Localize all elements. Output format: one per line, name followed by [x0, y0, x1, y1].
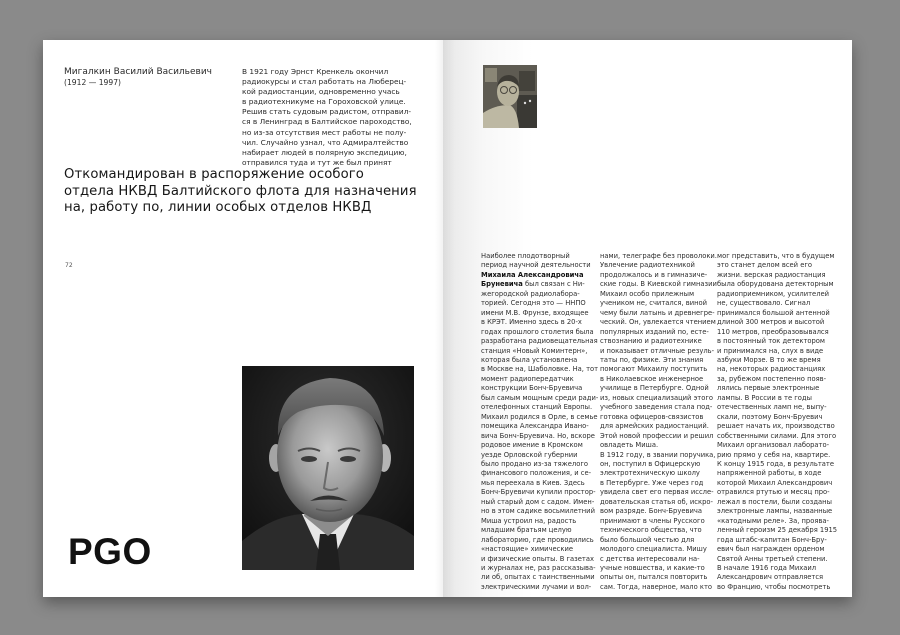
article-line: не, существовало. Сигнал	[717, 299, 811, 308]
intro-line: радиокурсы и стал работать на Люберец-	[242, 77, 407, 87]
article-line: Этой новой профессии и решил	[600, 431, 714, 440]
article-line: лабораторию, где проводились	[481, 535, 594, 544]
intro-line: отправился туда и тут же был принят	[242, 157, 392, 167]
article-line: увидела свет его первая иссле-	[600, 488, 714, 497]
article-line: учебного заведения стала под-	[600, 403, 713, 412]
article-line: которой Михаил Александрович	[717, 478, 833, 487]
article-line: жизни. верская радиостанция	[717, 270, 826, 279]
article-line: электрическими лучами и вол-	[481, 582, 592, 591]
article-line: ли об, опытах с таинственными	[481, 573, 595, 582]
article-line: в Николаевское инженерное	[600, 374, 704, 383]
author-name: Мигалкин Василий Васильевич	[64, 67, 212, 77]
article-line: чему были латынь и древнегре-	[600, 308, 715, 317]
article-line: момент радиопередатчик	[481, 374, 574, 383]
article-line: была оборудована детекторным	[717, 280, 834, 289]
article-line: Наиболее плодотворный	[481, 252, 570, 260]
magazine-spread	[43, 40, 852, 597]
article-line: лампы. В России в те годы	[717, 393, 812, 402]
author-years: (1912 — 1997)	[64, 78, 121, 87]
article-line: в Москве на, Шаболовке. На, тот	[481, 365, 599, 374]
article-line: мья переехала в Киев. Здесь	[481, 478, 585, 487]
article-line: станция «Новый Коминтерн»,	[481, 346, 588, 355]
article-line: это станет делом всей его	[717, 261, 813, 270]
article-line: в постоянный ток детектором	[717, 337, 826, 346]
headline-line: Откомандирован в распоряжение особого	[64, 167, 364, 182]
article-line: торией. Сегодня это — ННПО	[481, 299, 586, 308]
article-line: Александрович отправляется	[717, 573, 824, 582]
article-line: отелефонных станций Европы.	[481, 403, 593, 412]
article-line: готовка офицеров-связистов	[600, 412, 704, 421]
article-line: конструкции Бонч-Бруевича	[481, 384, 583, 393]
article-line: учеником не, считался, виной	[600, 299, 708, 308]
right-page	[443, 40, 852, 597]
article-line: имени М.В. Фрунзе, входящее	[481, 308, 589, 317]
article-line: лежал в постели, были созданы	[717, 497, 832, 506]
article-line: был самым мощным среди ради-	[481, 393, 599, 402]
article-line: «катодными реле». За, проява-	[717, 516, 829, 525]
headline-line: на, работу по, линии особых отделов НКВД	[64, 200, 372, 215]
article-line: решает начать их, производство	[717, 422, 835, 431]
article-line: годах прошлого столетия была	[481, 327, 594, 336]
article-column-2	[600, 252, 717, 592]
article-line: разработана радиовещательная	[481, 337, 598, 346]
article-line: в КРЭТ. Именно здесь в 20-х	[481, 318, 582, 327]
article-line: финансового положения, и се-	[481, 469, 592, 478]
intro-line: кой радиостанции, одновременно учась	[242, 87, 400, 97]
article-line: напряженной работы, в ходе	[717, 469, 822, 478]
article-line: рию прямо у себя на, квартире.	[717, 450, 831, 459]
article-line: младшим братьям целую	[481, 526, 572, 535]
article-line: лялись первые электронные	[717, 384, 820, 393]
article-line: помогают Михаилу поступить	[600, 365, 708, 374]
article-line: нами, телеграфе без проволоки.	[600, 252, 717, 260]
portrait-photo	[242, 366, 414, 570]
article-line: было большой честью для	[600, 535, 695, 544]
article-line: и журналах не, раз рассказыва-	[481, 563, 596, 572]
article-line: во Францию, чтобы посмотреть	[717, 582, 831, 591]
article-line: Увлечение радиотехникой	[600, 261, 695, 270]
article-line: продолжалось и в гимназиче-	[600, 270, 708, 279]
article-line: было продано из-за тяжелого	[481, 459, 589, 468]
article-column-1	[481, 252, 599, 592]
article-line: радиоприемником, усилителей	[717, 289, 830, 298]
article-line: жегородской радиолабора-	[481, 289, 580, 298]
article-line: года штабс-капитан Бонч-Бру-	[717, 535, 827, 544]
article-line: 110 метров, преобразовывался	[717, 327, 829, 336]
article-line: помещика Александра Ивано-	[481, 422, 589, 431]
article-line: из, новых специализаций этого	[600, 393, 714, 402]
intro-line: ся в Ленинград в Балтийское пароходство,	[242, 117, 412, 127]
article-line: в Петербурге. Уже через год	[600, 478, 704, 487]
article-line: ческий. Он, увлекается чтением	[600, 318, 716, 327]
intro-line: В 1921 году Эрнст Кренкель окончил	[242, 67, 389, 76]
article-line: Миша устроил на, радость	[481, 516, 577, 525]
article-line: евич был награжден орденом	[717, 545, 825, 554]
headline-line: отдела НКВД Балтийского флота для назначения	[64, 183, 417, 199]
intro-line: но из-за отсутствия мест работы не полу-	[242, 127, 407, 137]
article-line: вича Бонч-Бруевича. Но, вскоре	[481, 431, 595, 440]
article-line: Бонч-Бруевичи купили простор-	[481, 488, 596, 497]
article-line: электротехническую школу	[600, 469, 700, 478]
page-number: 72	[65, 262, 73, 269]
intro-paragraph	[242, 67, 422, 168]
article-line: и показывает отличные резуль-	[600, 346, 715, 355]
article-line: которая была установлена	[481, 355, 578, 364]
article-line: Михаила Александровича	[481, 270, 584, 279]
article-line: «настоящие» химические	[481, 545, 574, 554]
left-page	[43, 40, 443, 597]
article-line: Бруневича был связан с Ни-	[481, 280, 585, 289]
article-line: овладеть Миша.	[600, 441, 659, 450]
article-line: Михаил организовал лаборато-	[717, 441, 830, 450]
article-line: длиной 300 метров и высотой	[717, 318, 825, 327]
article-line: отечественных ламп не, выпу-	[717, 403, 827, 412]
article-line: В начале 1916 года Михаил	[717, 563, 817, 572]
article-line: собственными силами. Для этого	[717, 431, 837, 440]
article-line: с детства интересовали на-	[600, 554, 700, 563]
article-line: ские годы. В Киевской гимназии	[600, 280, 717, 289]
article-line: технического общества, что	[600, 526, 702, 535]
article-line: период научной деятельности	[481, 261, 591, 270]
portrait-icon	[242, 366, 414, 570]
article-line: за, рубежом постепенно появ-	[717, 374, 827, 383]
article-line: вом разряде. Бонч-Бруевича	[600, 507, 702, 516]
article-line: Михаил родился в Орле, в семье	[481, 412, 598, 421]
article-line: довательская статья об, искро-	[600, 497, 713, 506]
article-line: родовое имение в Кромском	[481, 441, 583, 450]
article-line: ленный героизм 25 декабря 1915	[717, 526, 838, 535]
article-line: популярных изданий по, есте-	[600, 327, 709, 336]
article-line: мог представить, что в будущем	[717, 252, 835, 260]
article-line: опыты он, пытался повторить	[600, 573, 708, 582]
article-line: Михаил особо прилежным	[600, 289, 695, 298]
intro-line: Решив стать судовым радистом, отправил-	[242, 107, 412, 117]
article-line: сам. Тогда, наверное, мало кто	[600, 582, 713, 591]
article-line: Святой Анны третьей степени.	[717, 554, 828, 563]
article-line: В 1912 году, в звании поручика,	[600, 450, 716, 459]
article-line: ный старый дом с садом. Имен-	[481, 497, 595, 506]
article-line: и принимался на, слух в виде	[717, 346, 824, 355]
article-column-3	[717, 252, 838, 592]
article-line: электронные лампы, названные	[717, 507, 833, 516]
article-line: ствознанию и радиотехнике	[600, 337, 702, 346]
article-line: и физические опыты. В газетах	[481, 554, 594, 563]
article-line: он, поступил в Офицерскую	[600, 459, 701, 468]
article-line: но в этом садике восьмилетний	[481, 507, 595, 516]
intro-line: чил. Случайно узнал, что Адмиралтейство	[242, 137, 409, 147]
article-line: молодого специалиста. Мишу	[600, 545, 707, 554]
article-line: таты по, физике. Эти знания	[600, 355, 704, 364]
article-line: училище в Петербурге. Одной	[600, 384, 709, 393]
article-line: для армейских радиостанций.	[600, 422, 709, 431]
article-line: отравился ртутью и месяц про-	[717, 488, 830, 497]
thumbnail-photo	[483, 65, 537, 128]
portrait-thumbnail-icon	[483, 65, 537, 128]
article-line: скали, поэтому Бонч-Бруевич	[717, 412, 823, 421]
article-line: на, некоторых радиостанциях	[717, 365, 826, 374]
intro-line: набирает людей в полярную экспедицию,	[242, 147, 407, 157]
article-line: принимают в члены Русского	[600, 516, 705, 525]
article-line: азбуки Морзе. В то же время	[717, 355, 821, 364]
article-line: принимался большой антенной	[717, 308, 830, 317]
pgo-logo: PGO	[68, 531, 152, 572]
article-line: учные новшества, и какие-то	[600, 563, 705, 572]
article-line: К концу 1915 года, в результате	[717, 459, 834, 468]
article-line: уезде Орловской губернии	[481, 450, 578, 459]
headline	[64, 167, 434, 217]
intro-line: в радиотехникуме на Гороховской улице.	[242, 97, 406, 107]
